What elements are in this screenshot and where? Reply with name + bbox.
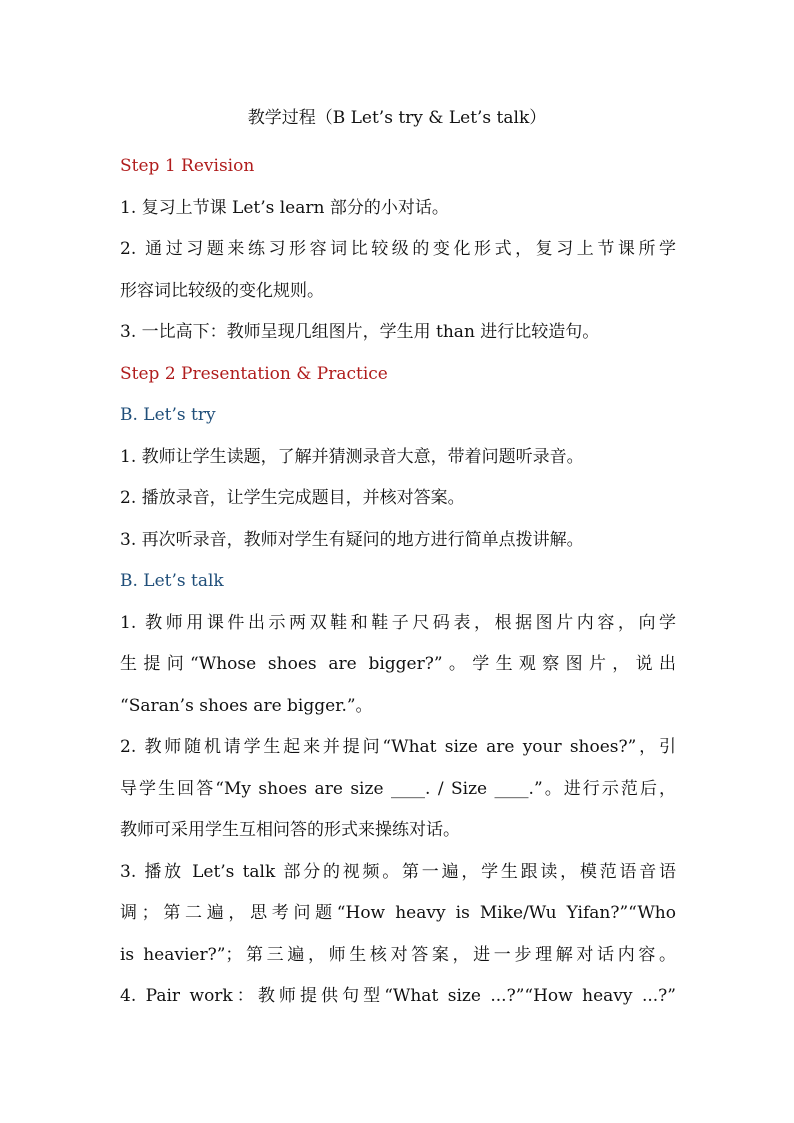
step1-heading: Step 1 Revision (120, 156, 255, 176)
step1-item-2: 2. 通过习题来练习形容词比较级的变化形式，复习上节课所学 (120, 239, 676, 259)
lets-talk-line-6: 教师可采用学生互相问答的形式来操练对话。 (120, 820, 460, 840)
step1-item-2-cont: 形容词比较级的变化规则。 (120, 280, 324, 301)
step1-item-1: 1. 复习上节课 Let’s learn 部分的小对话。 (120, 197, 449, 218)
lets-talk-line-1: 1. 教师用课件出示两双鞋和鞋子尺码表，根据图片内容，向学 (120, 612, 676, 633)
lets-try-item-3: 3. 再次听录音，教师对学生有疑问的地方进行简单点拨讲解。 (120, 529, 584, 550)
page-title: 教学过程（B Let’s try & Let’s talk） (247, 108, 547, 128)
lets-talk-line-5: 导学生回答“My shoes are size ____. / Size ____.”。进行示范后， (120, 778, 676, 799)
lets-talk-line-2: 生提问“Whose shoes are bigger?”。学生观察图片，说出 (120, 654, 676, 674)
step2-heading: Step 2 Presentation & Practice (120, 363, 388, 384)
lets-try-item-2: 2. 播放录音，让学生完成题目，并核对答案。 (120, 488, 465, 508)
document-body (120, 146, 676, 1018)
lets-try-item-1: 1. 教师让学生读题，了解并猜测录音大意，带着问题听录音。 (120, 446, 584, 467)
lets-talk-line-8: 调；第二遍，思考问题“How heavy is Mike/Wu Yifan?”“Who (120, 903, 676, 923)
lets-talk-heading: B. Let’s talk (120, 571, 224, 591)
lets-talk-line-3: “Saran’s shoes are bigger.”。 (120, 695, 373, 716)
lets-talk-line-7: 3. 播放 Let’s talk 部分的视频。第一遍，学生跟读，模范语音语 (120, 861, 676, 882)
step1-item-3: 3. 一比高下：教师呈现几组图片，学生用 than 进行比较造句。 (120, 322, 600, 342)
lets-talk-line-10: 4. Pair work：教师提供句型“What size ...?”“How heavy ...?” (120, 986, 676, 1006)
lets-talk-line-9: is heavier?”；第三遍，师生核对答案，进一步理解对话内容。 (120, 944, 676, 965)
lets-talk-line-4: 2. 教师随机请学生起来并提问“What size are your shoes?”，引 (120, 737, 676, 757)
lets-try-heading: B. Let’s try (120, 405, 216, 425)
